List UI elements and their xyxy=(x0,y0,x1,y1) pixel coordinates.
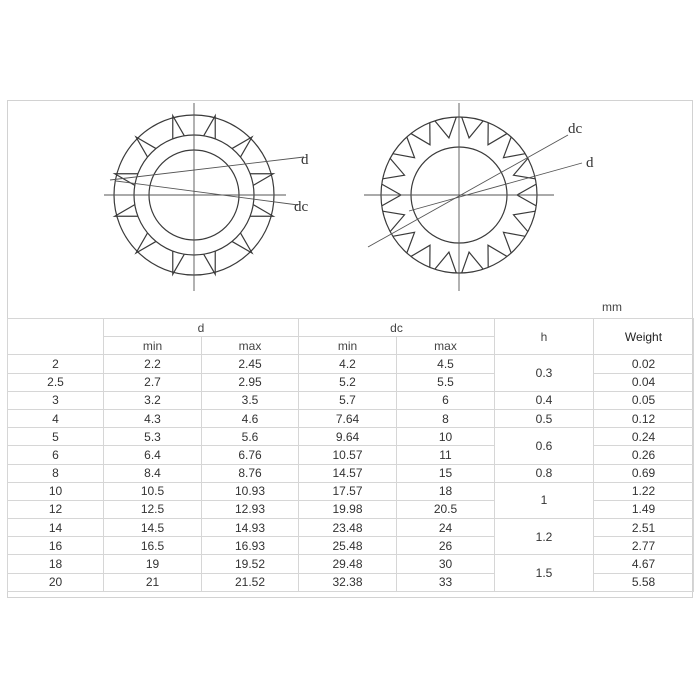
dc-min-cell: 10.57 xyxy=(299,446,397,464)
h-cell: 0.6 xyxy=(495,428,594,464)
weight-cell: 0.69 xyxy=(594,464,694,482)
spec-table xyxy=(7,318,694,592)
tooth xyxy=(173,251,185,274)
tooth xyxy=(488,123,507,145)
tooth xyxy=(488,245,507,267)
d-max-header: max xyxy=(202,337,299,355)
size-header xyxy=(8,319,104,355)
table-row xyxy=(8,482,694,500)
unit-label: mm xyxy=(602,300,622,314)
d-min-cell: 12.5 xyxy=(104,500,202,518)
d-min-cell: 5.3 xyxy=(104,428,202,446)
dc-min-cell: 14.57 xyxy=(299,464,397,482)
size-cell: 10 xyxy=(8,482,104,500)
weight-cell: 0.05 xyxy=(594,391,694,409)
h-header: h xyxy=(495,319,594,355)
d-max-cell: 2.45 xyxy=(202,355,299,373)
weight-cell: 0.26 xyxy=(594,446,694,464)
left-d-label: d xyxy=(301,152,309,168)
tooth xyxy=(136,137,156,157)
size-cell: 2 xyxy=(8,355,104,373)
d-max-cell: 12.93 xyxy=(202,500,299,518)
dc-min-cell: 4.2 xyxy=(299,355,397,373)
table-row xyxy=(8,464,694,482)
h-cell: 0.8 xyxy=(495,464,594,482)
dc-max-cell: 8 xyxy=(397,409,495,427)
dc-max-cell: 6 xyxy=(397,391,495,409)
h-cell: 1 xyxy=(495,482,594,518)
dc-max-cell: 11 xyxy=(397,446,495,464)
dc-min-cell: 17.57 xyxy=(299,482,397,500)
dc-min-cell: 5.2 xyxy=(299,373,397,391)
weight-cell: 2.77 xyxy=(594,537,694,555)
weight-cell: 0.24 xyxy=(594,428,694,446)
d-max-cell: 6.76 xyxy=(202,446,299,464)
internal-tooth-washer-drawing xyxy=(104,103,304,291)
dc-min-cell: 23.48 xyxy=(299,519,397,537)
weight-cell: 4.67 xyxy=(594,555,694,573)
tooth xyxy=(411,245,430,267)
right-dc-label: dc xyxy=(568,121,583,137)
dc-min-cell: 32.38 xyxy=(299,573,397,591)
dc-max-cell: 24 xyxy=(397,519,495,537)
tooth xyxy=(411,123,430,145)
size-cell: 18 xyxy=(8,555,104,573)
dc-header: dc xyxy=(299,319,495,337)
weight-cell: 0.12 xyxy=(594,409,694,427)
washer-drawings xyxy=(8,101,694,321)
dc-leader xyxy=(116,181,298,205)
weight-cell: 5.58 xyxy=(594,573,694,591)
d-leader xyxy=(110,157,304,180)
h-cell: 0.5 xyxy=(495,409,594,427)
table-row xyxy=(8,391,694,409)
d-min-cell: 4.3 xyxy=(104,409,202,427)
d-min-cell: 2.7 xyxy=(104,373,202,391)
d-max-cell: 5.6 xyxy=(202,428,299,446)
size-cell: 5 xyxy=(8,428,104,446)
weight-cell: 0.04 xyxy=(594,373,694,391)
dc-max-cell: 5.5 xyxy=(397,373,495,391)
table-row xyxy=(8,355,694,373)
dc-max-cell: 15 xyxy=(397,464,495,482)
dc-min-cell: 7.64 xyxy=(299,409,397,427)
d-min-cell: 19 xyxy=(104,555,202,573)
dc-max-cell: 10 xyxy=(397,428,495,446)
d-max-cell: 2.95 xyxy=(202,373,299,391)
d-header: d xyxy=(104,319,299,337)
dc-min-cell: 25.48 xyxy=(299,537,397,555)
d-min-cell: 16.5 xyxy=(104,537,202,555)
size-cell: 14 xyxy=(8,519,104,537)
spec-table-body xyxy=(8,355,694,591)
dc-min-cell: 9.64 xyxy=(299,428,397,446)
d-max-cell: 3.5 xyxy=(202,391,299,409)
h-cell: 0.4 xyxy=(495,391,594,409)
dc-min-header: min xyxy=(299,337,397,355)
right-d-label: d xyxy=(586,155,594,171)
size-cell: 4 xyxy=(8,409,104,427)
d-max-cell: 16.93 xyxy=(202,537,299,555)
tooth xyxy=(173,116,185,139)
dc-leader xyxy=(368,135,568,247)
size-cell: 3 xyxy=(8,391,104,409)
left-dc-label: dc xyxy=(294,199,309,215)
size-cell: 6 xyxy=(8,446,104,464)
dc-max-cell: 18 xyxy=(397,482,495,500)
dc-max-cell: 33 xyxy=(397,573,495,591)
dc-min-cell: 19.98 xyxy=(299,500,397,518)
weight-cell: 0.02 xyxy=(594,355,694,373)
d-min-cell: 2.2 xyxy=(104,355,202,373)
d-min-cell: 21 xyxy=(104,573,202,591)
table-row xyxy=(8,519,694,537)
d-min-cell: 3.2 xyxy=(104,391,202,409)
d-max-cell: 21.52 xyxy=(202,573,299,591)
tooth xyxy=(250,174,273,186)
dc-max-cell: 4.5 xyxy=(397,355,495,373)
table-row xyxy=(8,555,694,573)
weight-header: Weight xyxy=(594,319,694,355)
h-cell: 0.3 xyxy=(495,355,594,391)
d-min-cell: 14.5 xyxy=(104,519,202,537)
table-row xyxy=(8,428,694,446)
d-min-cell: 8.4 xyxy=(104,464,202,482)
dc-max-cell: 20.5 xyxy=(397,500,495,518)
tooth xyxy=(232,233,252,253)
size-cell: 16 xyxy=(8,537,104,555)
tooth xyxy=(250,205,273,217)
weight-cell: 1.49 xyxy=(594,500,694,518)
d-max-cell: 14.93 xyxy=(202,519,299,537)
d-max-cell: 10.93 xyxy=(202,482,299,500)
weight-cell: 2.51 xyxy=(594,519,694,537)
dc-max-cell: 26 xyxy=(397,537,495,555)
d-min-cell: 10.5 xyxy=(104,482,202,500)
tooth xyxy=(136,233,156,253)
weight-cell: 1.22 xyxy=(594,482,694,500)
dc-max-cell: 30 xyxy=(397,555,495,573)
d-min-header: min xyxy=(104,337,202,355)
external-tooth-washer-drawing xyxy=(364,103,582,291)
d-max-cell: 4.6 xyxy=(202,409,299,427)
d-leader xyxy=(409,163,582,211)
h-cell: 1.2 xyxy=(495,519,594,555)
d-max-cell: 19.52 xyxy=(202,555,299,573)
tooth xyxy=(204,251,216,274)
dc-max-header: max xyxy=(397,337,495,355)
tooth xyxy=(232,137,252,157)
tooth xyxy=(115,205,138,217)
table-header-row xyxy=(8,319,694,337)
h-cell: 1.5 xyxy=(495,555,594,591)
dc-min-cell: 5.7 xyxy=(299,391,397,409)
tooth xyxy=(204,116,216,139)
d-min-cell: 6.4 xyxy=(104,446,202,464)
size-cell: 20 xyxy=(8,573,104,591)
size-cell: 8 xyxy=(8,464,104,482)
size-cell: 2.5 xyxy=(8,373,104,391)
table-row xyxy=(8,409,694,427)
dc-min-cell: 29.48 xyxy=(299,555,397,573)
d-max-cell: 8.76 xyxy=(202,464,299,482)
size-cell: 12 xyxy=(8,500,104,518)
